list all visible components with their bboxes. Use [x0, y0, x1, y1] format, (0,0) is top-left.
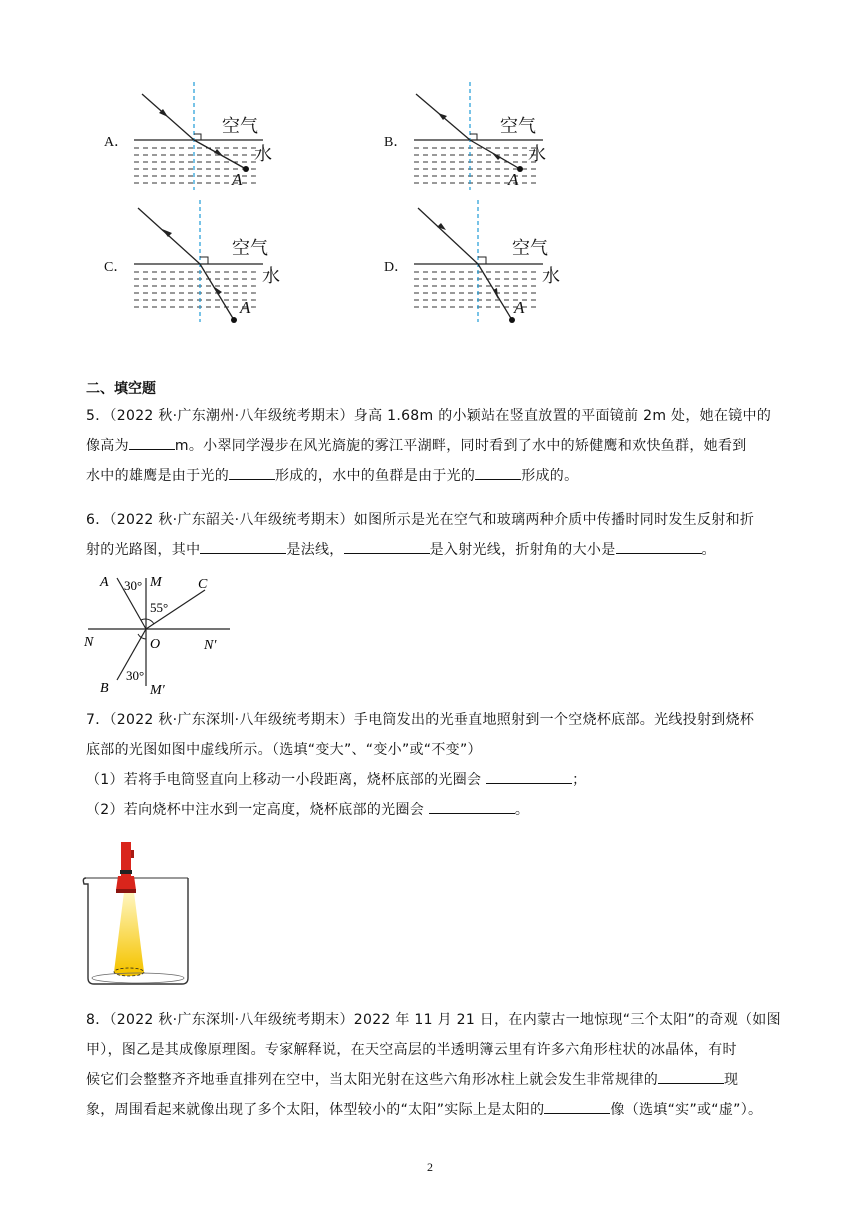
option-c-point: A: [240, 298, 251, 317]
q6-label-c: C: [198, 577, 208, 592]
option-b-point: A: [508, 170, 519, 189]
q5-line-1: 5．（2022 秋·广东潮州·八年级统考期末）身高 1.68m 的小颖站在竖直放置的平面镜前 2m 处，她在镜中的: [86, 408, 772, 424]
q6-line-2: 射的光路图，其中 是法线， 是入射光线，折射角的大小是 。: [86, 535, 776, 565]
option-a-label: A．: [104, 135, 129, 150]
q6-label-angle1: 30°: [124, 578, 143, 593]
q7-sub-2: （2）若向烧杯中注水到一定高度，烧杯底部的光圈会 。: [86, 795, 776, 825]
q8-line-1: 8．（2022 秋·广东深圳·八年级统考期末）2022 年 11 月 21 日，在内蒙古一地惊现“三个太阳”的奇观（如图: [86, 1012, 781, 1028]
q6-label-mprime: M′: [150, 683, 165, 698]
option-d-air: 空气: [512, 238, 548, 259]
q6-label-b: B: [100, 681, 109, 696]
q8-line-2: 甲），图乙是其成像原理图。专家解释说，在天空高层的半透明簿云里有许多六角形柱状的冰晶体，有时: [86, 1042, 737, 1058]
q5-line-3: 水中的雄鹰是由于光的 形成的，水中的鱼群是由于光的 形成的。: [86, 461, 776, 491]
option-d-diagram: [408, 200, 558, 325]
option-c-label: C．: [104, 260, 128, 275]
question-5: [86, 401, 776, 491]
option-b-air: 空气: [500, 116, 536, 137]
q6-blank-3[interactable]: [616, 537, 702, 554]
option-a-water: 水: [254, 144, 272, 165]
q6-blank-1[interactable]: [200, 537, 286, 554]
q6-label-nprime: N′: [204, 638, 217, 653]
question-8: [86, 1005, 786, 1125]
q5-blank-2[interactable]: [229, 463, 275, 480]
q6-label-o: O: [150, 637, 161, 652]
q6-line-1: 6．（2022 秋·广东韶关·八年级统考期末）如图所示是光在空气和玻璃两种介质中传播时同时发生反射和折: [86, 512, 755, 528]
q8-line-3: 候它们会整整齐齐地垂直排列在空中，当太阳光射在这些六角形冰柱上就会发生非常规律的 现: [86, 1065, 786, 1095]
q7-flashlight-beaker-figure: [78, 838, 198, 988]
q6-blank-2[interactable]: [344, 537, 430, 554]
q6-label-m: M: [150, 575, 162, 590]
q8-line-4: 象，周围看起来就像出现了多个太阳，体型较小的“太阳”实际上是太阳的 像（选填“实”或“虚”）。: [86, 1095, 786, 1125]
option-c-air: 空气: [232, 238, 268, 259]
q8-blank-2[interactable]: [544, 1097, 610, 1114]
option-d-label: D．: [384, 260, 409, 275]
q5-blank-1[interactable]: [129, 433, 175, 450]
q6-label-angle2: 55°: [150, 600, 169, 615]
q5-line-2: 像高为 m。小翠同学漫步在风光旖旎的雾江平湖畔，同时看到了水中的矫健鹰和欢快鱼群，她看到: [86, 431, 776, 461]
option-a-air: 空气: [222, 116, 258, 137]
option-a-point: A: [232, 170, 243, 189]
q7-blank-2[interactable]: [429, 797, 515, 814]
option-d-water: 水: [542, 266, 560, 287]
q7-sub-1: （1）若将手电筒竖直向上移动一小段距离，烧杯底部的光圈会 ；: [86, 765, 776, 795]
question-6: [86, 505, 776, 565]
page-number: 2: [427, 1160, 433, 1174]
option-d-point: A: [514, 298, 525, 317]
q6-label-a: A: [100, 575, 109, 590]
q5-blank-3[interactable]: [475, 463, 521, 480]
option-c-diagram: [128, 200, 278, 325]
option-c-water: 水: [262, 266, 280, 287]
q6-label-n: N: [84, 635, 94, 650]
q7-blank-1[interactable]: [486, 767, 572, 784]
q6-light-path-diagram: [80, 570, 240, 698]
q7-line-2: 底部的光图如图中虚线所示。（选填“变大”、“变小”或“不变”）: [86, 742, 482, 758]
q7-line-1: 7．（2022 秋·广东深圳·八年级统考期末）手电筒发出的光垂直地照射到一个空烧杯底部。光线投射到烧杯: [86, 712, 755, 728]
question-7: [86, 705, 776, 825]
option-b-label: B．: [384, 135, 408, 150]
section-title: 二、填空题: [86, 381, 156, 397]
option-b-water: 水: [528, 144, 546, 165]
q6-label-angle3: 30°: [126, 668, 145, 683]
q8-blank-1[interactable]: [658, 1067, 724, 1084]
